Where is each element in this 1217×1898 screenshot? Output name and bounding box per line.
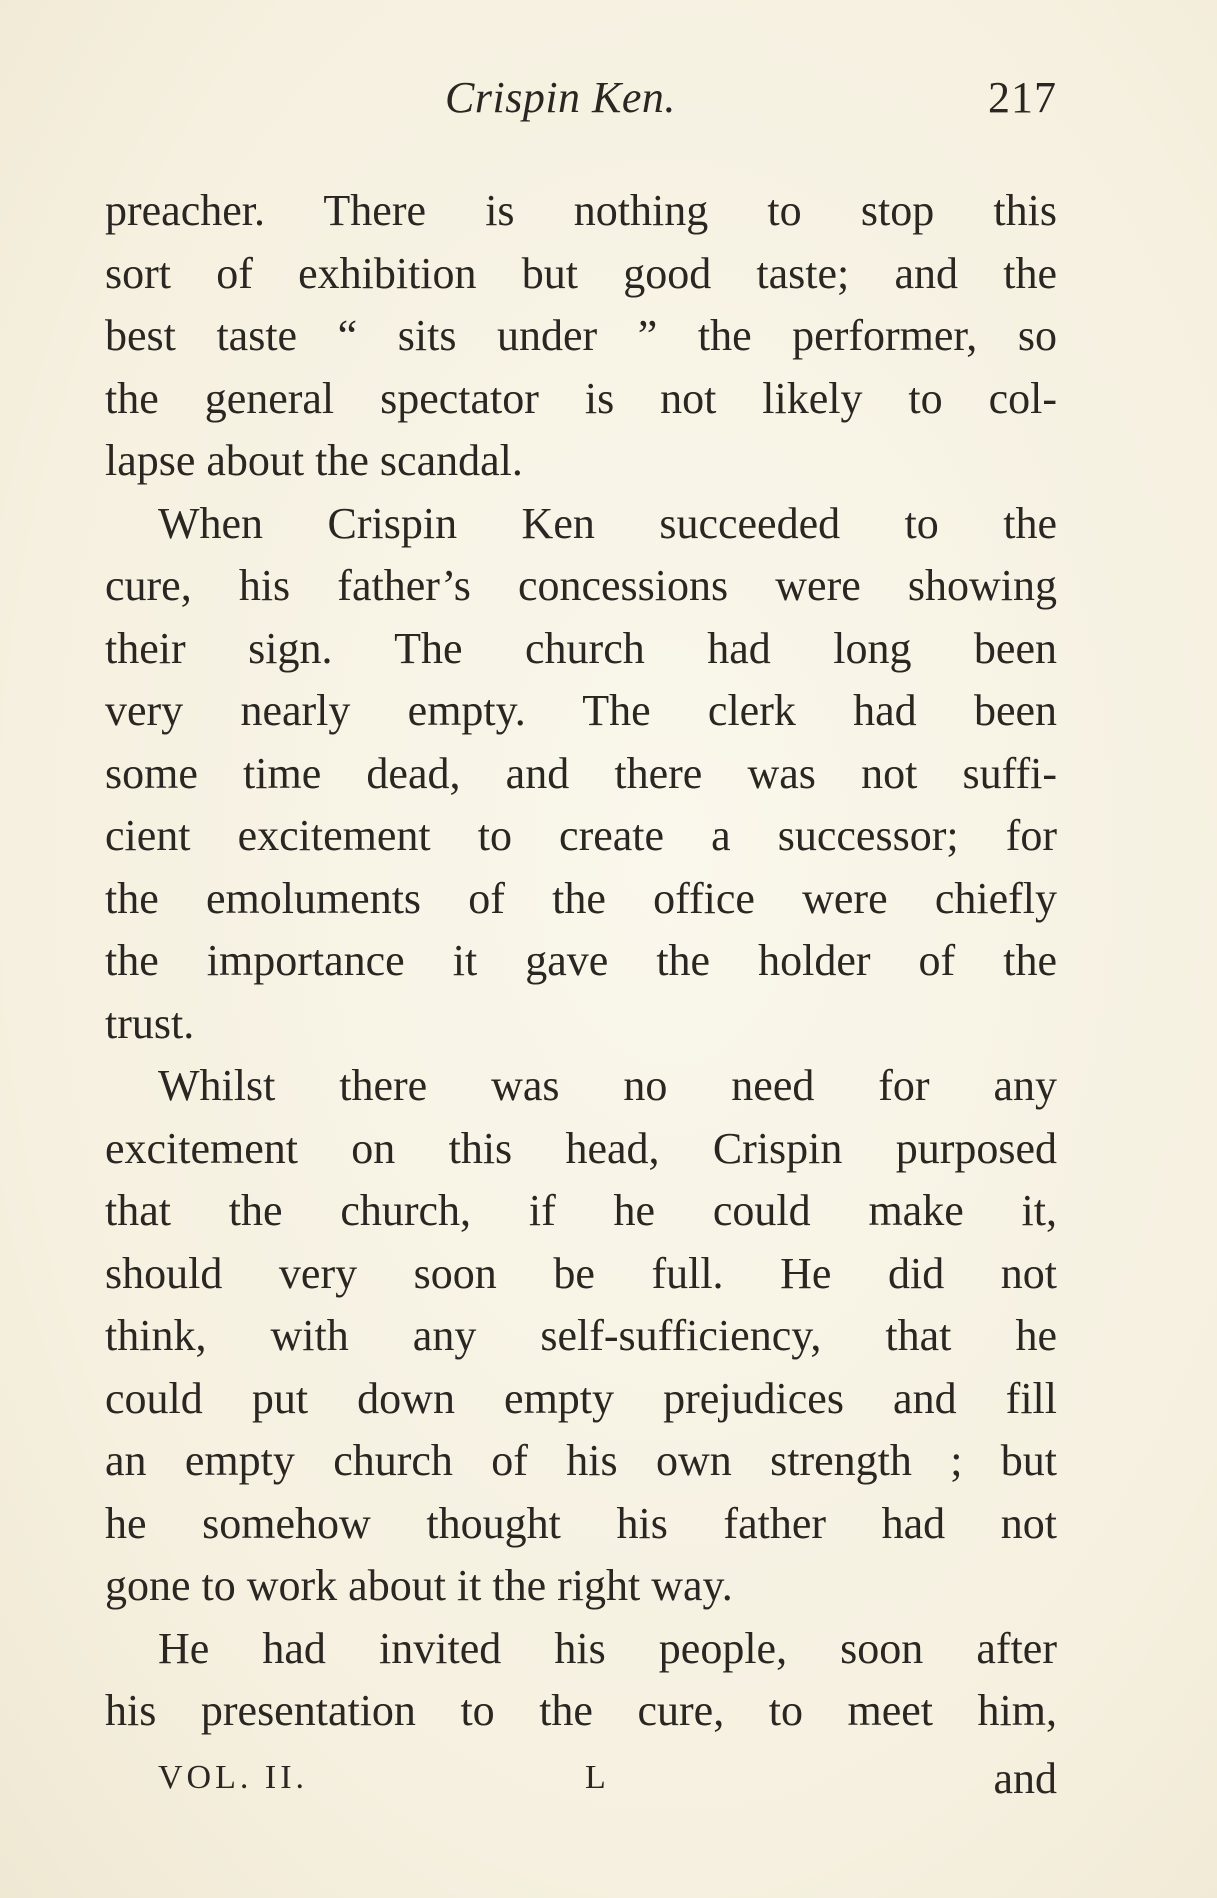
text-line: his presentation to the cure, to meet him, xyxy=(105,1686,1057,1735)
text-line: he somehow thought his father had not xyxy=(105,1498,1057,1548)
text-line: When Crispin Ken succeeded to the xyxy=(158,498,1057,548)
text-line: could put down empty prejudices and fill xyxy=(105,1373,1057,1423)
page-footer xyxy=(105,1753,1057,1813)
text-line: preacher. There is nothing to stop this xyxy=(105,186,1057,235)
volume-mark: VOL. II. xyxy=(158,1759,309,1796)
running-title: Crispin Ken. xyxy=(445,73,676,122)
body-text xyxy=(105,180,1057,1743)
catchword: and xyxy=(993,1754,1057,1803)
text-line: lapse about the scandal. xyxy=(105,436,523,485)
text-line: that the church, if he could make it, xyxy=(105,1186,1057,1235)
text-line: think, with any self-sufficiency, that he xyxy=(105,1311,1057,1360)
text-line: sort of exhibition but good taste; and the xyxy=(105,248,1057,298)
text-line: very nearly empty. The clerk had been xyxy=(105,686,1057,735)
text-line: He had invited his people, soon after xyxy=(158,1623,1057,1673)
text-line: should very soon be full. He did not xyxy=(105,1248,1057,1298)
text-line: cure, his father’s concessions were showing xyxy=(105,561,1057,610)
text-line: gone to work about it the right way. xyxy=(105,1561,733,1610)
text-line: the general spectator is not likely to col- xyxy=(105,373,1057,423)
page-number: 217 xyxy=(988,73,1057,122)
text-line: Whilst there was no need for any xyxy=(158,1061,1057,1110)
text-line: the emoluments of the office were chiefly xyxy=(105,873,1057,923)
text-line: some time dead, and there was not suffi- xyxy=(105,748,1057,798)
text-line: cient excitement to create a successor; for xyxy=(105,811,1057,860)
text-line: an empty church of his own strength ; but xyxy=(105,1436,1057,1485)
page-header xyxy=(105,72,1057,132)
text-line: excitement on this head, Crispin purposed xyxy=(105,1123,1057,1173)
signature-mark: L xyxy=(585,1759,608,1796)
text-line: their sign. The church had long been xyxy=(105,623,1057,673)
text-line: trust. xyxy=(105,998,195,1048)
text-line: the importance it gave the holder of the xyxy=(105,936,1057,985)
text-line: best taste “ sits under ” the performer, so xyxy=(105,311,1057,360)
